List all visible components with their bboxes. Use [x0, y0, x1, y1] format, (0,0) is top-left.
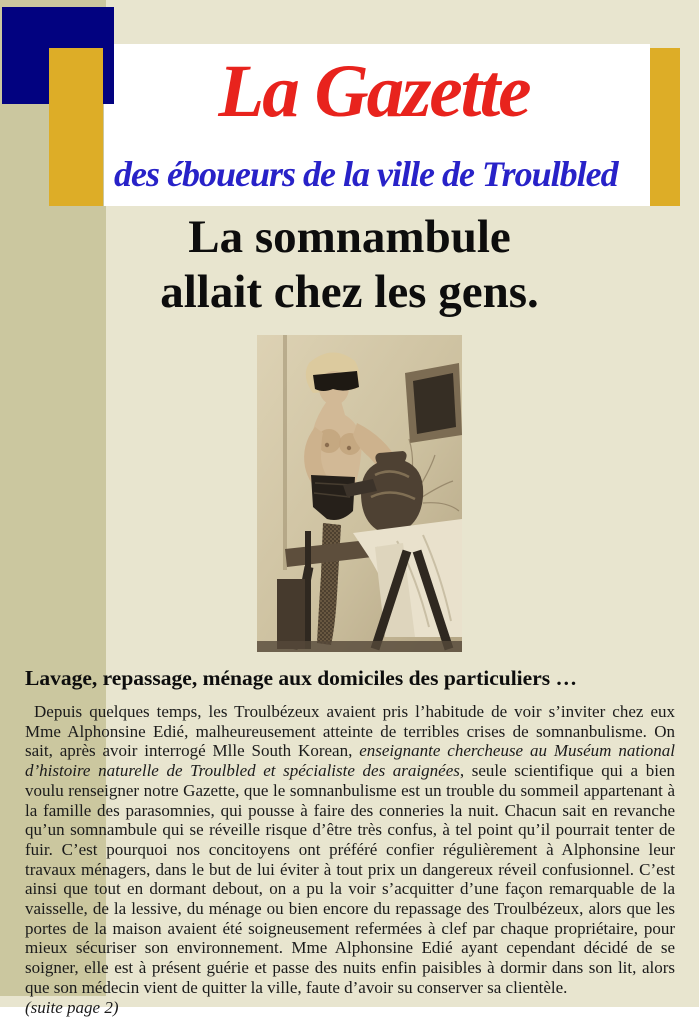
article — [25, 702, 675, 1017]
masthead-subtitle: des éboueurs de la ville de Troulbled — [114, 154, 618, 194]
article-body — [25, 702, 675, 998]
masthead-title: La Gazette — [218, 50, 530, 133]
subheading: Lavage, repassage, ménage aux domiciles des particuliers … — [25, 666, 577, 690]
body-rest: , seule scientifique qui a bien voulu renseigner notre Gazette, que le somnanbulisme est un trouble du sommeil appartenant à la famille des parasomnies, qui pousse à faire des conneries la nuit. Chacun sait en revanche qu’un somnambule qui se réveille risque d’être très confus, à tel point qu’il pourrait tenter de fuir. C’est pourquoi nos concitoyens ont préféré confier régulièrement à Alphonsine leur travaux ménagers, dans le but de lui éviter à tout prix un dangereux réveil confusionnel. C’est ainsi que tout en dormant debout, on a pu la voir s’acquitter d’une façon remarquable de la vaisselle, de la lessive, du ménage ou bien encore du repassage des Troulbézeux, alors que les portes de la maison avaient été soigneusement refermées à clef par chaque propriétaire, pour mieux sécuriser son environnement. Mme Alphonsine Edié ayant cependant décidé de se soigner, elle est à présent guérie et passe des nuits enfin paisibles à dormir dans son lit, alors que son médecin vient de quitter la ville, faute d’avoir su conserver sa clientèle. — [25, 761, 675, 997]
headline — [0, 210, 699, 320]
gold-bar-left — [49, 48, 103, 206]
continuation-note: (suite page 2) — [25, 997, 119, 1017]
wall-frame — [405, 363, 462, 443]
headline-line2: allait chez les gens. — [160, 266, 539, 318]
body-italic-segment: enseignante chercheuse au Muséum national d’histoire naturelle de Troulbled et spécialiste des araignées — [25, 741, 675, 781]
article-photo — [257, 335, 462, 652]
body-lead: Depuis quelques temps, les Troulbézeux avaient pris l’habitude de voir s’inviter chez eux Mme Alphonsine Edié, malheureusement atteinte de terribles crises de somnanbulisme. On sait, après avoir interrogé Mlle South Korean, — [25, 702, 675, 761]
gold-bar-right — [650, 48, 680, 206]
headline-line1: La somnambule — [188, 211, 511, 263]
